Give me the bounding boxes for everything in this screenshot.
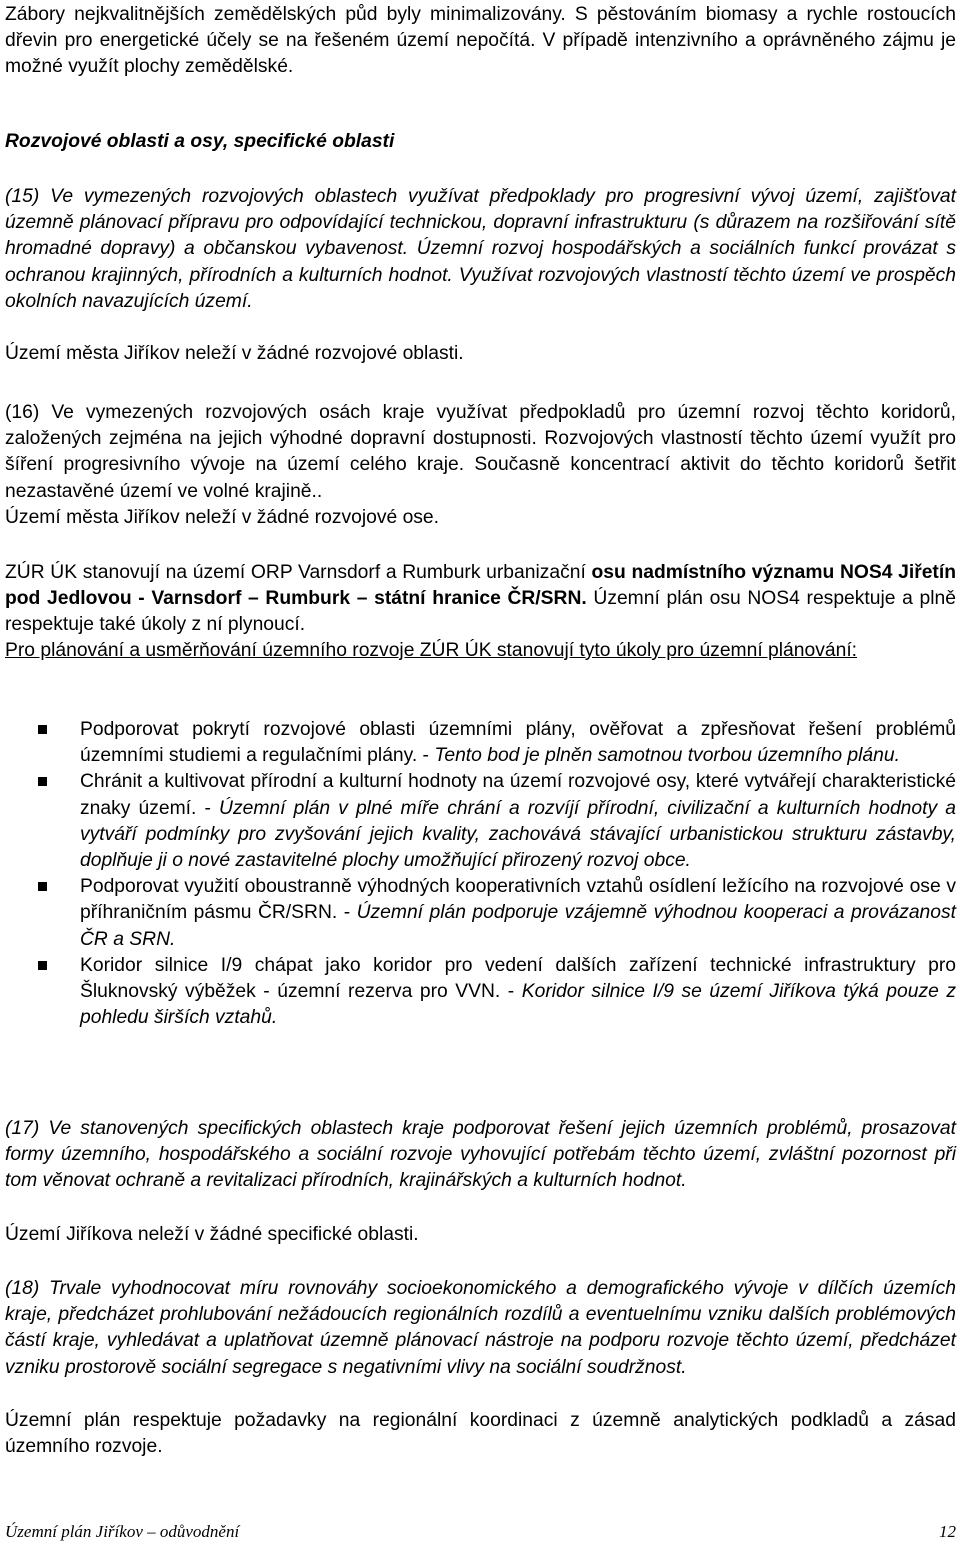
bullet-square-icon	[38, 882, 47, 891]
intro-paragraph	[5, 2, 956, 81]
zur-paragraph	[5, 560, 956, 639]
zur-bold: osu nadmístního významu NOS4 Jiřetín pod Jedlovou - Varnsdorf – Rumburk – státní hranice ČR/SRN.	[5, 562, 956, 610]
intro-text: Zábory nejkvalitnějších zemědělských půd byly minimalizovány. S pěstováním biomasy a rychle rostoucích dřevin pro energetické účely se na řešeném území nepočítá. V případě intenzivního a oprávněného zájmu je možné využít plochy zemědělské.	[5, 4, 956, 78]
list-item	[0, 953, 956, 1032]
list-item	[0, 717, 956, 769]
list-item	[0, 769, 956, 874]
paragraph-18	[5, 1276, 956, 1381]
paragraph-15-note: Území města Jiříkov neleží v žádné rozvojové oblasti.	[5, 343, 464, 364]
footer-title: Územní plán Jiříkov – odůvodnění	[5, 1522, 240, 1541]
paragraph-15	[5, 184, 956, 315]
list-item-text: Chránit a kultivovat přírodní a kulturní hodnoty na území rozvojové osy, které vytvářejí charakteristické znaky území. -	[80, 771, 956, 819]
paragraph-17	[5, 1116, 956, 1195]
paragraph-15-plain: Územní rozvoj hospodářských a sociálních funkcí provázat s ochranou krajinných, přírodních a kulturních hodnot. Využívat rozvojových vlastností těchto území ve prospěch okolních navazujících území.	[5, 238, 956, 312]
paragraph-18-note: Územní plán respektuje požadavky na regionální koordinaci z územně analytických podkladů a zásad územního rozvoje.	[5, 1410, 956, 1458]
zur-underlined: Pro plánování a usměrňování územního rozvoje ZÚR ÚK stanovují tyto úkoly pro územní plánování:	[5, 640, 858, 661]
list-item	[0, 874, 956, 953]
page-number: 12	[939, 1522, 956, 1541]
list-item-text: Podporovat využití oboustranně výhodných kooperativních vztahů osídlení ležícího na rozvojové ose v příhraničním pásmu ČR/SRN. -	[80, 876, 956, 924]
list-item-text: Podporovat pokrytí rozvojové oblasti územními plány, ověřovat a zpřesňovat řešení problémů územními studiemi a regulačními plány. -	[80, 719, 956, 767]
task-list	[0, 717, 956, 1031]
paragraph-17-quote: (17) Ve stanovených specifických oblastech kraje podporovat řešení jejich územních problémů, prosazovat formy územního, hospodářského a sociální rozvoje vyhovující potřebám těchto území, zvláštní pozornost při tom věnovat ochraně a revitalizaci přírodních, krajinářských a kulturních hodnot.	[5, 1118, 956, 1192]
paragraph-16-note: Území města Jiříkov neleží v žádné rozvojové ose.	[5, 507, 440, 528]
list-item-comment: Koridor silnice I/9 se území Jiříkova týká pouze z pohledu širších vztahů.	[80, 981, 956, 1029]
bullet-square-icon	[38, 725, 47, 734]
list-item-text: Koridor silnice I/9 chápat jako koridor pro vedení dalších zařízení technické infrastruktury pro Šluknovský výběžek - územní rezerva pro VVN. -	[80, 954, 956, 1003]
paragraph-18-quote: (18) Trvale vyhodnocovat míru rovnováhy socioekonomického a demografického vývoje v dílčích územích kraje, předcházet prohlubování nežádoucích regionálních rozdílů a eventuelnímu vzniku dalších problémových částí kraje, vyhledávat a uplatňovat územně plánovací nástroje na podporu rozvoje těchto území, předcházet vzniku prostorově sociální segregace s negativními vlivy na sociální soudržnost.	[5, 1278, 956, 1378]
zur-tasks-intro	[5, 638, 956, 664]
section-heading: Rozvojové oblasti a osy, specifické oblasti	[5, 131, 395, 152]
paragraph-16	[5, 400, 956, 505]
paragraph-16-text: (16) Ve vymezených rozvojových osách kraje využívat předpokladů pro územní rozvoj těchto koridorů, založených zejména na jejich výhodné dopravní dostupnosti. Rozvojových vlastností těchto území využít pro šíření progresivního vývoje na území celého kraje. Současně koncentrací aktivit do těchto koridorů šetřit nezastavěné území ve volné krajině..	[5, 402, 956, 502]
list-item-comment: Územní plán v plné míře chrání a rozvíjí přírodní, civilizační a kulturních hodnoty a vytváří podmínky pro zvyšování jejich kvality, zachovává stávající urbanistickou strukturu zástavby, doplňuje ji o nové zastavitelné plochy umožňující přirozený rozvoj obce.	[80, 797, 956, 872]
bullet-square-icon	[38, 961, 47, 970]
zur-follow: Územní plán osu NOS4 respektuje a plně respektuje také úkoly z ní plynoucí.	[5, 588, 956, 636]
bullet-square-icon	[38, 777, 47, 786]
paragraph-15-quote: (15) Ve vymezených rozvojových oblastech využívat předpoklady pro progresivní vývoj území, zajišťovat územně plánovací přípravu pro odpovídající technickou, dopravní infrastrukturu (s důrazem na rozšiřování sítě hromadné dopravy) a občanskou vybavenost.	[5, 186, 956, 260]
list-item-comment: Územní plán podporuje vzájemně výhodnou kooperaci a provázanost ČR a SRN.	[80, 902, 957, 950]
list-item-comment: Tento bod je plněn samotnou tvorbou územního plánu.	[434, 745, 900, 767]
zur-lead: ZÚR ÚK stanovují na území ORP Varnsdorf a Rumburk urbanizační	[5, 562, 592, 583]
paragraph-17-note: Území Jiříkova neleží v žádné specifické oblasti.	[5, 1224, 419, 1245]
